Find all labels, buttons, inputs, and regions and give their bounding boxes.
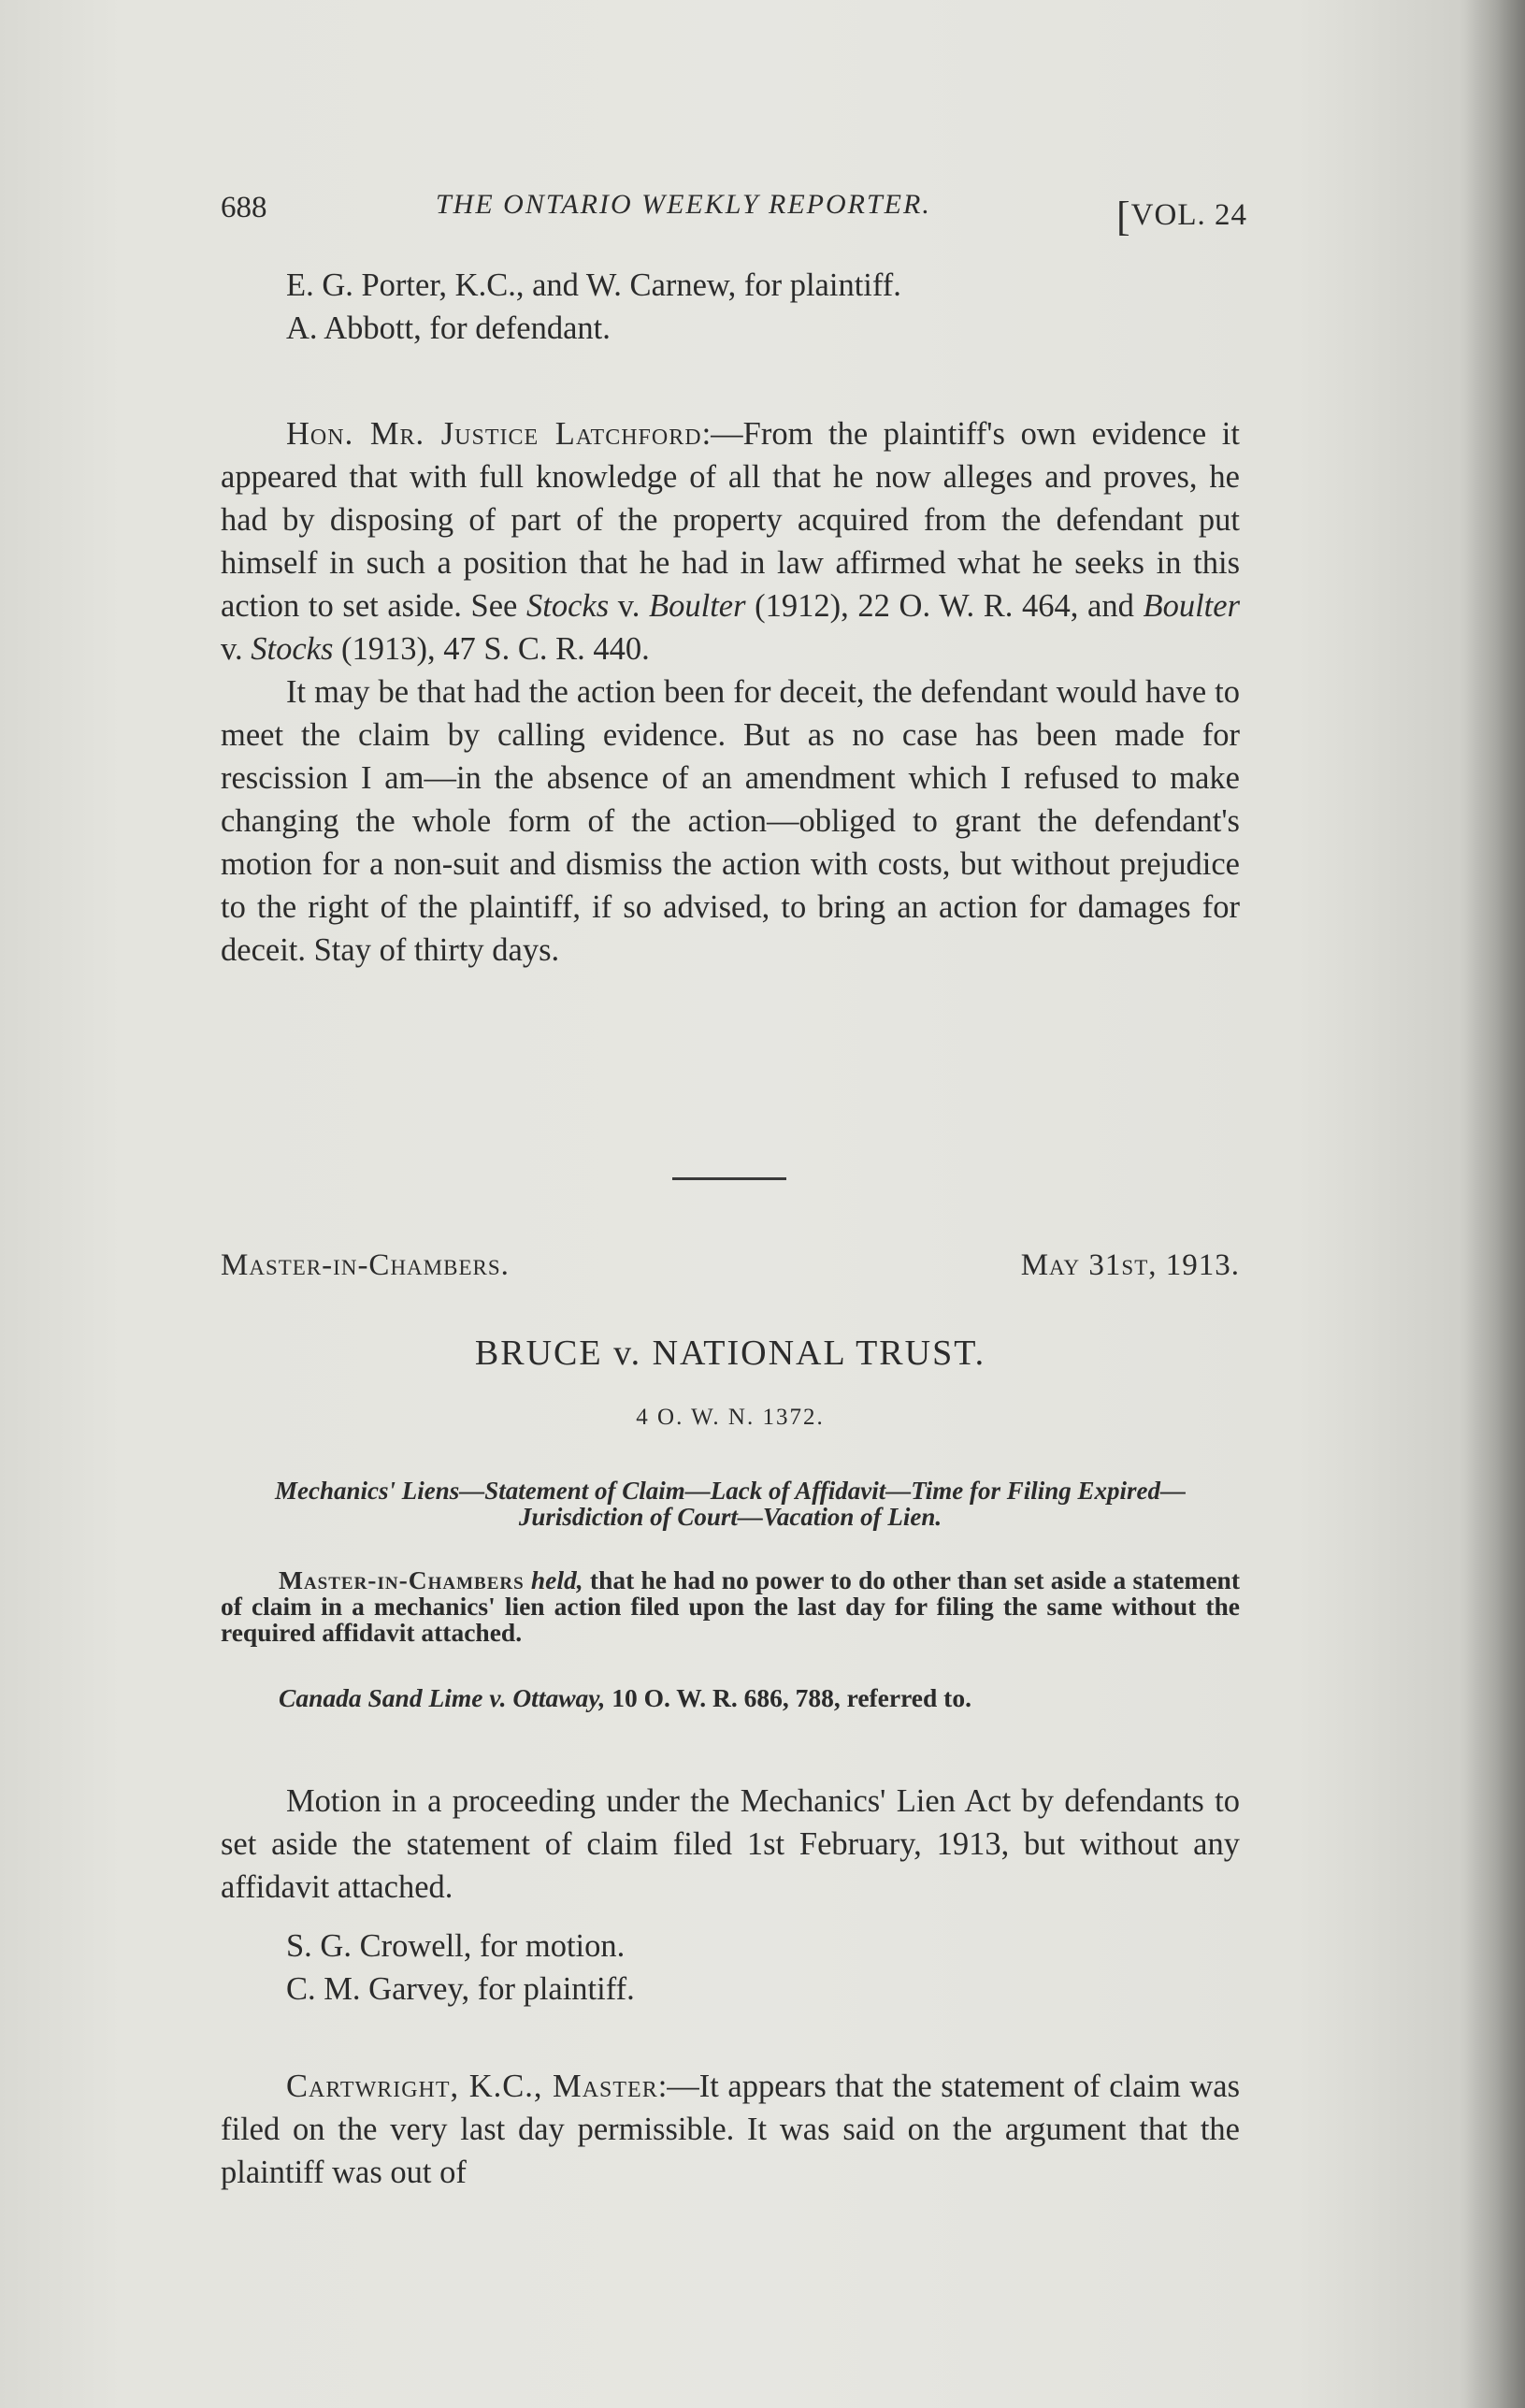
page-number: 688 [221,191,267,224]
counsel-line: S. G. Crowell, for motion. [286,1928,626,1964]
versus: v. [221,631,252,667]
volume-bracket: [ [1116,194,1131,239]
counsel-line: C. M. Garvey, for plaintiff. [286,1971,635,2007]
case-party: Stocks [251,631,334,667]
holding-held: held, [530,1565,583,1594]
judgment-paragraph [221,2065,1240,2194]
decision-date: May 31st, 1913. [1020,1248,1240,1282]
journal-title: THE ONTARIO WEEKLY REPORTER. [436,189,931,220]
court-name: Master-in-Chambers. [221,1248,510,1282]
judgment-text: :—From the plaintiff's own evidence it appeared that with full knowledge of all that he now alleges and proves, he had by disposing of part of the property acquired from the defendant put himself in such a position that he had in law affirmed what he seeks in this action to set aside. See [221,416,1240,624]
referred-case-name: Canada Sand Lime v. Ottaway, [279,1683,606,1712]
volume-text: VOL. 24 [1130,198,1247,232]
second-case-counsel [221,1925,1240,2011]
counsel-line: A. Abbott, for defendant. [286,310,611,346]
case-title: BRUCE v. NATIONAL TRUST. [474,1334,986,1373]
versus: v. [609,588,650,624]
judgment-paragraph [221,412,1240,670]
citation-text: (1913), 47 S. C. R. 440. [333,631,650,667]
referred-case [221,1685,1240,1711]
first-case-judgment [221,412,1240,972]
counsel-line: E. G. Porter, K.C., and W. Carnew, for plaintiff. [286,267,901,303]
judge-name: Cartwright, K.C., Master [286,2069,658,2104]
section-divider [672,1177,786,1180]
citation-text: (1912), 22 O. W. R. 464, and [745,588,1144,624]
binding-shadow [1460,0,1525,2408]
headnote: Mechanics' Liens—Statement of Claim—Lack of Affidavit—Time for Filing Expired—Jurisdiction of Court—Vacation of Lien. [275,1477,1186,1531]
holding-text: that he had no power to do other than set aside a statement of claim in a mechanics' lien action filed upon the last day for filing the same without the required affidavit attached. [221,1565,1240,1647]
case-party: Boulter [649,588,746,624]
second-case-judgment [221,2065,1240,2194]
holding-court: Master-in-Chambers [279,1565,525,1594]
case-citation: 4 O. W. N. 1372. [636,1405,825,1430]
running-head [221,185,1247,241]
motion-block [221,1780,1240,1909]
case-party: Boulter [1143,588,1240,624]
holding [221,1567,1240,1646]
volume-label [1116,193,1247,240]
motion-paragraph: Motion in a proceeding under the Mechanics' Lien Act by defendants to set aside the statement of claim filed 1st February, 1913, but without any affidavit attached. [221,1783,1240,1905]
judge-name: Hon. Mr. Justice Latchford [286,416,702,452]
judgment-paragraph: It may be that had the action been for deceit, the defendant would have to meet the claim by calling evidence. But as no case has been made for rescission I am—in the absence of an amendment which I refused to make changing the whole form of the action—obliged to grant the defendant's motion for a non-suit and dismiss the action with costs, but without prejudice to the right of the plaintiff, if so advised, to bring an action for damages for deceit. Stay of thirty days. [221,674,1240,968]
first-case-counsel [221,264,1240,350]
case-party: Stocks [525,588,610,624]
judgment-text: :—It appears that the statement of claim was filed on the very last day permissible. It was said on the argument that the plaintiff was out of [221,2069,1241,2190]
referred-case-text: 10 O. W. R. 686, 788, referred to. [605,1683,971,1712]
